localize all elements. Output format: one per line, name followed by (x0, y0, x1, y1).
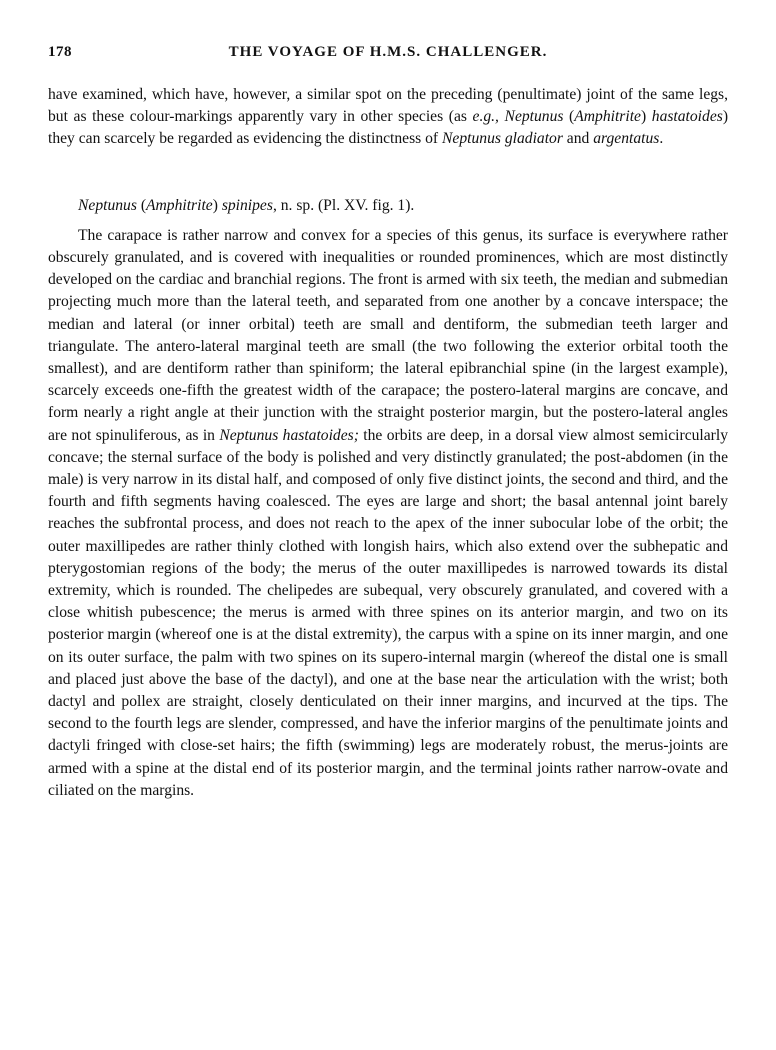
body-text (48, 84, 728, 802)
text-run: The carapace is rather narrow and convex for a species of this genus, its surface is everywhere rather obscurely granulated, and is covered with inequalities or rounded prominences, which are most distinctly developed on the cardiac and branchial regions. The front is armed with six teeth, the median and submedian projecting much more than the lateral teeth, and separated from one another by a concave interspace; the median and lateral (or inner orbital) teeth are small and dentiform, the submedian teeth larger and triangulate. The antero-lateral marginal teeth are small (the two following the exterior orbital tooth the smallest), and are dentiform rather than spiniform; the lateral epibranchial spine (in the largest example), scarcely exceeds one-fifth the greatest width of the carapace; the postero-lateral margins are concave, and form nearly a right angle at their junction with the straight posterior margin, but the postero-lateral angles are not spinuliferous, as in (48, 226, 728, 444)
text-run: and (562, 130, 594, 148)
text-run: the orbits are deep, in a dorsal view almost semicircularly concave; the sternal surface of the body is polished and very distinctly granulated; the post-abdomen (in the male) is very narrow in its distal half, and composed of only five distinct joints, the second and third, and the fourth and fifth segments having coalesced. The eyes are large and short; the basal antennal joint barely reaches the subfrontal process, and does not reach to the apex of the inner subocular lobe of the orbit; the outer maxillipedes are rather thinly clothed with longish hairs, which also extend over the subhepatic and pterygostomian regions of the body; the merus of the outer maxillipedes is narrowed towards its distal extremity, which is rounded. The chelipedes are subequal, very obscurely granulated, and covered with a close whitish pubescence; the merus is armed with three spines on its anterior margin, and two on its posterior margin (whereof one is at the distal extremity), the carpus with a spine on its inner margin, and one on its outer surface, the palm with two spines on its supero-internal margin (whereof the distal one is small and placed just above the base of the dactyl), and one at the base near the articulation with the wrist; both dactyl and pollex are straight, closely denticulated on their inner margins, and incurved at the tips. The second to the fourth legs are slender, compressed, and have the inferior margins of the penultimate joints and dactyli fringed with close-set hairs; the fifth (swimming) legs are moderately robust, the merus-joints are armed with a spine at the distal end of its posterior margin, and the terminal joints rather narrow-ovate and ciliated on the margins. (48, 426, 728, 799)
italic-text: Neptunus gladiator (442, 130, 563, 148)
italic-text: e.g., Neptunus (472, 108, 564, 126)
text-run: ( (136, 196, 147, 214)
species-name: spinipes (221, 196, 273, 214)
description-paragraph (48, 225, 728, 802)
text-run: ( (563, 108, 575, 126)
text-run: , n. sp. (Pl. XV. fig. 1). (272, 196, 415, 214)
italic-text: argentatus (593, 130, 660, 148)
running-head: THE VOYAGE OF H.M.S. CHALLENGER. (228, 44, 548, 60)
italic-text: Neptunus hastatoides; (219, 426, 359, 444)
species-heading (48, 195, 728, 217)
text-run: ) they can scarcely be regarded as evidencing the distinctness of (48, 108, 729, 148)
text-run: have examined, which have, however, a similar spot on the preceding (penultimate) joint of the same legs, but as these colour-markings apparently vary in other species (as (48, 86, 728, 126)
subgenus-name: Amphitrite (146, 196, 213, 214)
italic-text: hastatoides (651, 108, 723, 126)
genus-name: Neptunus (78, 196, 137, 214)
page-number: 178 (48, 44, 72, 60)
italic-text: Amphitrite (574, 108, 641, 126)
text-run: ) (640, 108, 652, 126)
paragraph-continued (48, 84, 728, 151)
text-run: ) (212, 196, 222, 214)
text-run: . (659, 130, 664, 148)
